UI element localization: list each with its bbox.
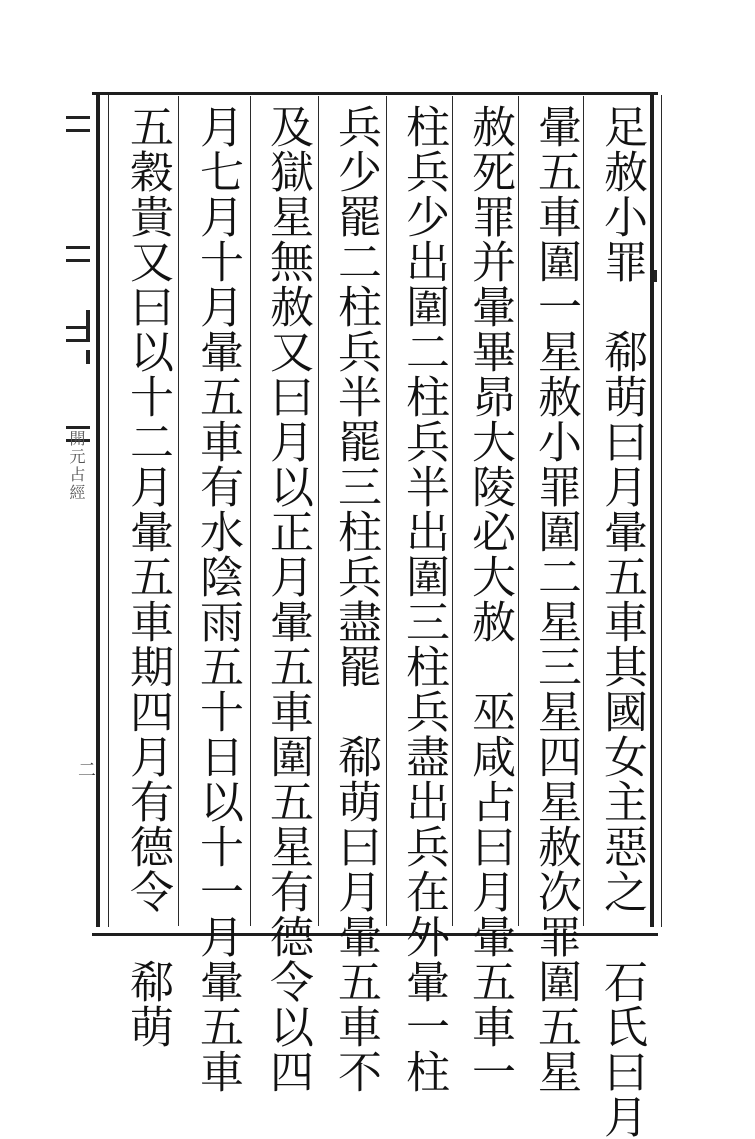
ink-speck [654, 270, 657, 282]
fish-tail-mark [66, 246, 90, 262]
left-gutter-line [96, 95, 100, 927]
text-column-8: 五穀貴又曰以十二月暈五車期四月有德令 郗萌 [122, 104, 173, 1049]
column-rule [318, 96, 319, 926]
right-border-line [650, 95, 654, 927]
column-rule [518, 96, 519, 926]
right-border-thin-line [661, 95, 662, 927]
text-column-6: 及獄星無赦又曰月以正月暈五車圍五星有德令以四 [262, 104, 313, 1094]
column-rule [178, 96, 179, 926]
column-rule [250, 96, 251, 926]
book-title: 開元占經 [67, 430, 86, 502]
left-gutter-thin-line [108, 95, 109, 927]
text-column-5: 兵少罷二柱兵半罷三柱兵盡罷 郗萌曰月暈五車不 [330, 104, 381, 1094]
column-rule [386, 96, 387, 926]
text-column-7: 月七月十月暈五車有水陰雨五十日以十一月暈五車 [192, 104, 243, 1094]
text-column-1: 足赦小罪 郗萌曰月暈五車其國女主惡之 石氏曰月 [596, 104, 647, 1139]
ink-speck [86, 310, 90, 340]
fold-strip [62, 96, 92, 928]
column-rule [452, 96, 453, 926]
ink-speck [86, 350, 90, 364]
leaf-number: 二 [75, 760, 96, 778]
text-column-2: 暈五車圍一星赦小罪圍二星三星四星赦次罪圍五星 [530, 104, 581, 1094]
text-column-3: 赦死罪并暈畢昴大陵必大赦 巫咸占曰月暈五車一 [464, 104, 515, 1094]
text-column-4: 柱兵少出圍二柱兵半出圍三柱兵盡出兵在外暈一柱 [398, 104, 449, 1094]
fish-tail-mark [66, 116, 90, 132]
